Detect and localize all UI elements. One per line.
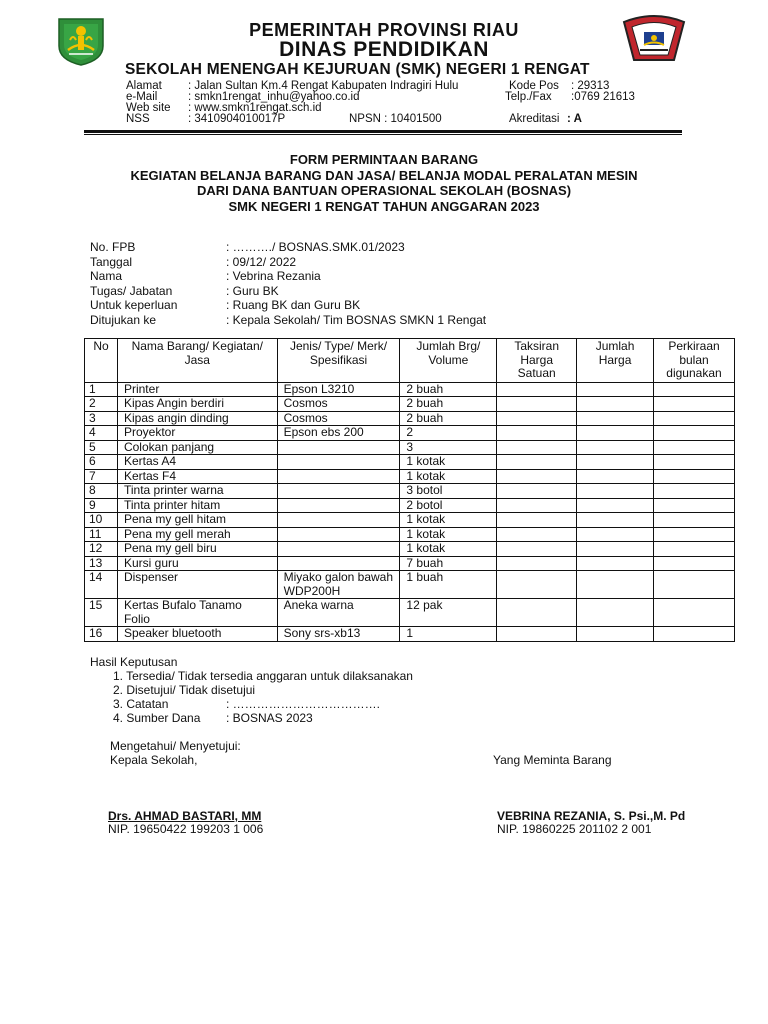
decision-item: 1. Tersedia/ Tidak tersedia anggaran untuk dilaksanakan bbox=[113, 669, 413, 683]
meta-value: : Vebrina Rezania bbox=[226, 269, 321, 284]
table-cell bbox=[497, 411, 577, 426]
table-cell: 16 bbox=[85, 627, 118, 642]
table-cell: 3 bbox=[400, 440, 497, 455]
table-cell: Pena my gell biru bbox=[117, 542, 277, 557]
table-cell bbox=[497, 527, 577, 542]
table-cell bbox=[654, 527, 735, 542]
table-cell: 14 bbox=[85, 571, 118, 599]
table-cell: 2 buah bbox=[400, 411, 497, 426]
principal-nip: NIP. 19650422 199203 1 006 bbox=[108, 822, 264, 836]
address-value: : Jalan Sultan Km.4 Rengat Kabupaten Indragiri Hulu bbox=[188, 80, 459, 92]
meta-value: : 09/12/ 2022 bbox=[226, 254, 297, 269]
table-cell: Kipas angin dinding bbox=[117, 411, 277, 426]
decision-item: 2. Disetujui/ Tidak disetujui bbox=[113, 683, 256, 697]
website-value: : www.smkn1rengat.sch.id bbox=[188, 102, 322, 114]
column-header: Perkiraan bulan digunakan bbox=[654, 339, 735, 383]
email-value: : smkn1rengat_inhu@yahoo.co.id bbox=[188, 91, 360, 103]
department-name: DINAS PENDIDIKAN bbox=[279, 38, 489, 61]
table-row bbox=[85, 397, 735, 412]
table-cell bbox=[654, 513, 735, 528]
table-cell bbox=[497, 382, 577, 397]
table-cell bbox=[497, 556, 577, 571]
table-cell: 8 bbox=[85, 484, 118, 499]
table-row bbox=[85, 411, 735, 426]
table-cell bbox=[654, 411, 735, 426]
table-cell: 2 botol bbox=[400, 498, 497, 513]
meta-value: : Guru BK bbox=[226, 283, 279, 298]
table-cell bbox=[577, 527, 654, 542]
table-cell bbox=[577, 599, 654, 627]
meta-value: : Ruang BK dan Guru BK bbox=[226, 298, 361, 313]
table-cell: Pena my gell merah bbox=[117, 527, 277, 542]
table-cell: Kursi guru bbox=[117, 556, 277, 571]
column-header: Jumlah Harga bbox=[577, 339, 654, 383]
items-table bbox=[84, 338, 735, 642]
government-name: PEMERINTAH PROVINSI RIAU bbox=[249, 20, 519, 40]
form-subtitle-2: DARI DANA BANTUAN OPERASIONAL SEKOLAH (BOSNAS) bbox=[196, 183, 572, 198]
table-row bbox=[85, 627, 735, 642]
table-cell: Kipas Angin berdiri bbox=[117, 397, 277, 412]
table-cell: 1 buah bbox=[400, 571, 497, 599]
table-row bbox=[85, 571, 735, 599]
table-row bbox=[85, 599, 735, 627]
table-cell: Cosmos bbox=[277, 411, 400, 426]
form-subtitle-3: SMK NEGERI 1 RENGAT TAHUN ANGGARAN 2023 bbox=[228, 199, 540, 214]
table-cell: 1 kotak bbox=[400, 542, 497, 557]
table-cell: Cosmos bbox=[277, 397, 400, 412]
table-row bbox=[85, 382, 735, 397]
table-cell: 11 bbox=[85, 527, 118, 542]
table-cell bbox=[577, 426, 654, 441]
meta-value: : Kepala Sekolah/ Tim BOSNAS SMKN 1 Rengat bbox=[226, 312, 487, 327]
table-cell bbox=[277, 498, 400, 513]
meta-label: Tugas/ Jabatan bbox=[90, 283, 173, 298]
table-cell bbox=[577, 513, 654, 528]
decision-title: Hasil Keputusan bbox=[90, 655, 178, 669]
table-cell: Proyektor bbox=[117, 426, 277, 441]
table-cell: 1 kotak bbox=[400, 469, 497, 484]
table-cell: 6 bbox=[85, 455, 118, 470]
table-cell bbox=[577, 484, 654, 499]
table-cell bbox=[497, 627, 577, 642]
table-cell bbox=[654, 440, 735, 455]
table-cell bbox=[577, 498, 654, 513]
table-cell: Pena my gell hitam bbox=[117, 513, 277, 528]
requester-name: VEBRINA REZANIA, S. Psi.,M. Pd bbox=[497, 809, 686, 823]
meta-label: Untuk keperluan bbox=[90, 298, 178, 313]
table-cell bbox=[277, 542, 400, 557]
table-cell bbox=[497, 571, 577, 599]
table-row bbox=[85, 513, 735, 528]
table-row bbox=[85, 556, 735, 571]
table-cell bbox=[497, 440, 577, 455]
table-cell bbox=[497, 426, 577, 441]
table-cell bbox=[654, 542, 735, 557]
note-value: : ………………………………. bbox=[226, 697, 381, 711]
table-cell bbox=[577, 455, 654, 470]
accreditation-label: Akreditasi bbox=[509, 113, 560, 125]
table-cell: 3 botol bbox=[400, 484, 497, 499]
table-cell: 1 kotak bbox=[400, 455, 497, 470]
table-cell bbox=[497, 498, 577, 513]
table-cell: 5 bbox=[85, 440, 118, 455]
table-cell: 13 bbox=[85, 556, 118, 571]
table-cell bbox=[577, 542, 654, 557]
table-cell: 7 buah bbox=[400, 556, 497, 571]
column-header: Jenis/ Type/ Merk/ Spesifikasi bbox=[277, 339, 400, 383]
table-cell bbox=[277, 484, 400, 499]
table-cell bbox=[654, 627, 735, 642]
table-row bbox=[85, 426, 735, 441]
column-header: Jumlah Brg/ Volume bbox=[400, 339, 497, 383]
meta-values bbox=[226, 240, 486, 328]
table-header-row bbox=[85, 339, 735, 383]
table-cell: 2 buah bbox=[400, 397, 497, 412]
header-divider-thin bbox=[84, 134, 682, 135]
table-cell: Miyako galon bawah WDP200H bbox=[277, 571, 400, 599]
table-cell bbox=[654, 556, 735, 571]
table-cell bbox=[577, 571, 654, 599]
table-cell bbox=[277, 556, 400, 571]
nss-label: NSS bbox=[126, 113, 150, 125]
requester-nip: NIP. 19860225 201102 2 001 bbox=[497, 822, 652, 836]
table-cell: 2 bbox=[85, 397, 118, 412]
table-cell: 9 bbox=[85, 498, 118, 513]
website-label: Web site bbox=[126, 102, 171, 114]
meta-labels bbox=[90, 240, 177, 328]
table-cell bbox=[654, 484, 735, 499]
school-name: SEKOLAH MENENGAH KEJURUAN (SMK) NEGERI 1 RENGAT bbox=[125, 61, 590, 78]
table-row bbox=[85, 440, 735, 455]
table-cell: 1 kotak bbox=[400, 527, 497, 542]
table-cell bbox=[577, 382, 654, 397]
table-cell: 12 bbox=[85, 542, 118, 557]
table-row bbox=[85, 455, 735, 470]
table-cell bbox=[577, 469, 654, 484]
table-cell: Speaker bluetooth bbox=[117, 627, 277, 642]
form-title: FORM PERMINTAAN BARANG bbox=[289, 152, 479, 167]
table-cell bbox=[577, 556, 654, 571]
meta-label: Ditujukan ke bbox=[90, 312, 157, 327]
table-cell: 15 bbox=[85, 599, 118, 627]
table-cell: Printer bbox=[117, 382, 277, 397]
table-cell: 2 buah bbox=[400, 382, 497, 397]
table-cell bbox=[654, 382, 735, 397]
table-cell: Tinta printer warna bbox=[117, 484, 277, 499]
table-cell bbox=[497, 542, 577, 557]
phone-label: Telp./Fax bbox=[505, 91, 552, 103]
table-row bbox=[85, 469, 735, 484]
table-cell: Colokan panjang bbox=[117, 440, 277, 455]
table-cell bbox=[577, 397, 654, 412]
table-cell bbox=[654, 599, 735, 627]
table-row bbox=[85, 498, 735, 513]
email-label: e-Mail bbox=[126, 91, 158, 103]
principal-role: Kepala Sekolah, bbox=[110, 753, 198, 767]
meta-label: Nama bbox=[90, 269, 123, 284]
phone-value: :0769 21613 bbox=[571, 91, 635, 103]
table-cell bbox=[497, 397, 577, 412]
decision-item: 4. Sumber Dana bbox=[113, 711, 201, 725]
address-label: Alamat bbox=[126, 80, 162, 92]
table-cell: Kertas F4 bbox=[117, 469, 277, 484]
table-row bbox=[85, 542, 735, 557]
table-cell: Dispenser bbox=[117, 571, 277, 599]
table-cell bbox=[497, 513, 577, 528]
postcode-label: Kode Pos bbox=[509, 80, 559, 92]
table-cell: Kertas Bufalo Tanamo Folio bbox=[117, 599, 277, 627]
table-cell bbox=[497, 484, 577, 499]
table-cell bbox=[654, 455, 735, 470]
decision-item: 3. Catatan bbox=[113, 697, 169, 711]
approval-label: Mengetahui/ Menyetujui: bbox=[110, 739, 241, 753]
table-row bbox=[85, 527, 735, 542]
table-cell: 4 bbox=[85, 426, 118, 441]
table-cell: 7 bbox=[85, 469, 118, 484]
table-cell: Aneka warna bbox=[277, 599, 400, 627]
table-cell: Kertas A4 bbox=[117, 455, 277, 470]
principal-name: Drs. AHMAD BASTARI, MM bbox=[108, 809, 262, 823]
table-cell: 2 bbox=[400, 426, 497, 441]
accreditation-value: : A bbox=[567, 113, 582, 125]
table-cell: 12 pak bbox=[400, 599, 497, 627]
header-divider bbox=[84, 130, 682, 133]
table-cell: 1 bbox=[400, 627, 497, 642]
table-cell bbox=[654, 498, 735, 513]
form-subtitle-1: KEGIATAN BELANJA BARANG DAN JASA/ BELANJA MODAL PERALATAN MESIN bbox=[130, 168, 638, 183]
table-cell bbox=[497, 455, 577, 470]
column-header: Taksiran Harga Satuan bbox=[497, 339, 577, 383]
meta-label: Tanggal bbox=[90, 254, 133, 269]
requester-role: Yang Meminta Barang bbox=[493, 753, 612, 767]
column-header: Nama Barang/ Kegiatan/ Jasa bbox=[117, 339, 277, 383]
table-cell bbox=[277, 469, 400, 484]
table-cell bbox=[577, 440, 654, 455]
table-cell bbox=[654, 397, 735, 412]
table-cell: 1 bbox=[85, 382, 118, 397]
table-cell bbox=[277, 455, 400, 470]
table-cell: Sony srs-xb13 bbox=[277, 627, 400, 642]
table-cell: Epson L3210 bbox=[277, 382, 400, 397]
table-cell bbox=[277, 440, 400, 455]
fund-value: : BOSNAS 2023 bbox=[226, 711, 313, 725]
table-cell: 1 kotak bbox=[400, 513, 497, 528]
table-cell: Epson ebs 200 bbox=[277, 426, 400, 441]
table-cell bbox=[577, 411, 654, 426]
meta-label: No. FPB bbox=[90, 240, 136, 254]
table-row bbox=[85, 484, 735, 499]
npsn: NPSN : 10401500 bbox=[349, 113, 442, 125]
table-body bbox=[85, 382, 735, 641]
table-cell bbox=[277, 527, 400, 542]
table-cell bbox=[497, 469, 577, 484]
meta-value: : ………./ BOSNAS.SMK.01/2023 bbox=[226, 240, 405, 254]
postcode-value: : 29313 bbox=[571, 80, 610, 92]
table-cell bbox=[277, 513, 400, 528]
nss-value: : 3410904010017P bbox=[188, 113, 286, 125]
table-cell bbox=[654, 571, 735, 599]
table-cell: 3 bbox=[85, 411, 118, 426]
column-header: No bbox=[85, 339, 118, 383]
table-cell bbox=[654, 426, 735, 441]
table-cell: Tinta printer hitam bbox=[117, 498, 277, 513]
table-cell bbox=[577, 627, 654, 642]
table-cell: 10 bbox=[85, 513, 118, 528]
table-cell bbox=[497, 599, 577, 627]
table-cell bbox=[654, 469, 735, 484]
